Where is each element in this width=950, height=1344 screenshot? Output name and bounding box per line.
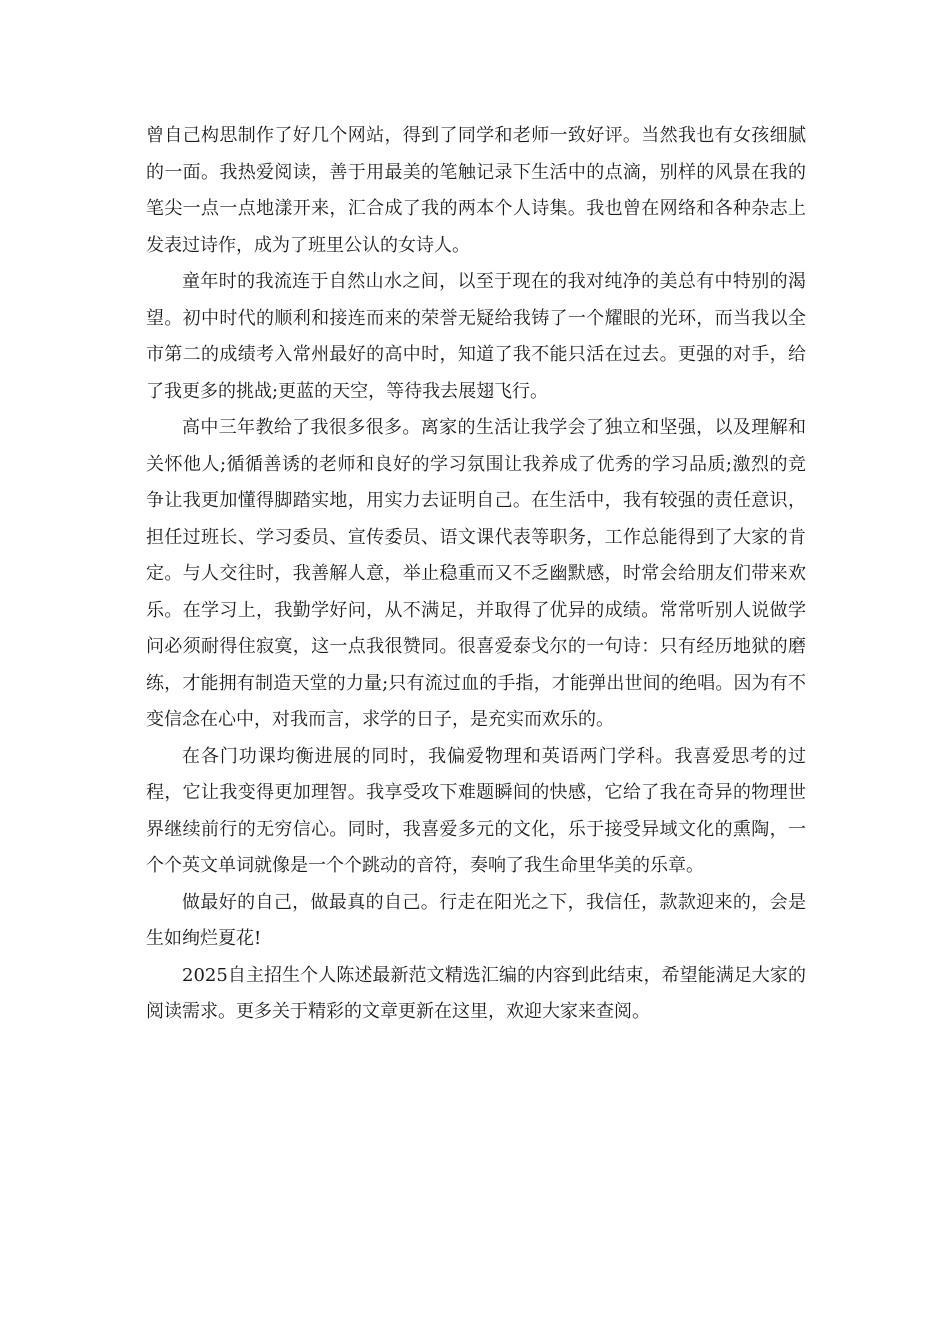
paragraph-high-school: 高中三年教给了我很多很多。离家的生活让我学会了独立和坚强，以及理解和关怀他人;循循善诱的老师和良好的学习氛围让我养成了优秀的学习品质;激烈的竞争让我更加懂得脚踏实地，用实力去证明自己。在生活中，我有较强的责任意识，担任过班长、学习委员、宣传委员、语文课代表等职务，工作总能得到了大家的肯定。与人交往时，我善解人意，举止稳重而又不乏幽默感，时常会给朋友们带来欢乐。在学习上，我勤学好问，从不满足，并取得了优异的成绩。常常听别人说做学问必须耐得住寂寞，这一点我很赞同。很喜爱泰戈尔的一句诗：只有经历地狱的磨练，才能拥有制造天堂的力量;只有流过血的手指，才能弹出世间的绝唱。因为有不变信念在心中，对我而言，求学的日子，是充实而欢乐的。 (146, 417, 806, 730)
paragraph-childhood: 童年时的我流连于自然山水之间，以至于现在的我对纯净的美总有中特别的渴望。初中时代的顺利和接连而来的荣誉无疑给我铸了一个耀眼的光环，而当我以全市第二的成绩考入常州最好的高中时，知道了我不能只活在过去。更强的对手，给了我更多的挑战;更蓝的天空，等待我去展翅飞行。 (146, 271, 806, 402)
paragraph-footer-note: 2025自主招生个人陈述最新范文精选汇编的内容到此结束，希望能满足大家的阅读需求。更多关于精彩的文章更新在这里，欢迎大家来查阅。 (146, 964, 806, 1022)
paragraph-continuation: 曾自己构思制作了好几个网站，得到了同学和老师一致好评。当然我也有女孩细腻的一面。我热爱阅读，善于用最美的笔触记录下生活中的点滴，别样的风景在我的笔尖一点一点地漾开来，汇合成了我的两本个人诗集。我也曾在网络和各种杂志上发表过诗作，成为了班里公认的女诗人。 (146, 125, 806, 256)
paragraph-subjects: 在各门功课均衡进展的同时，我偏爱物理和英语两门学科。我喜爱思考的过程，它让我变得更加理智。我享受攻下难题瞬间的快感，它给了我在奇异的物理世界继续前行的无穷信心。同时，我喜爱多元的文化，乐于接受异域文化的熏陶，一个个英文单词就像是一个个跳动的音符，奏响了我生命里华美的乐章。 (146, 745, 806, 876)
paragraph-closing: 做最好的自己，做最真的自己。行走在阳光之下，我信任，款款迎来的，会是生如绚烂夏花! (146, 891, 806, 949)
document-body (146, 118, 806, 1031)
